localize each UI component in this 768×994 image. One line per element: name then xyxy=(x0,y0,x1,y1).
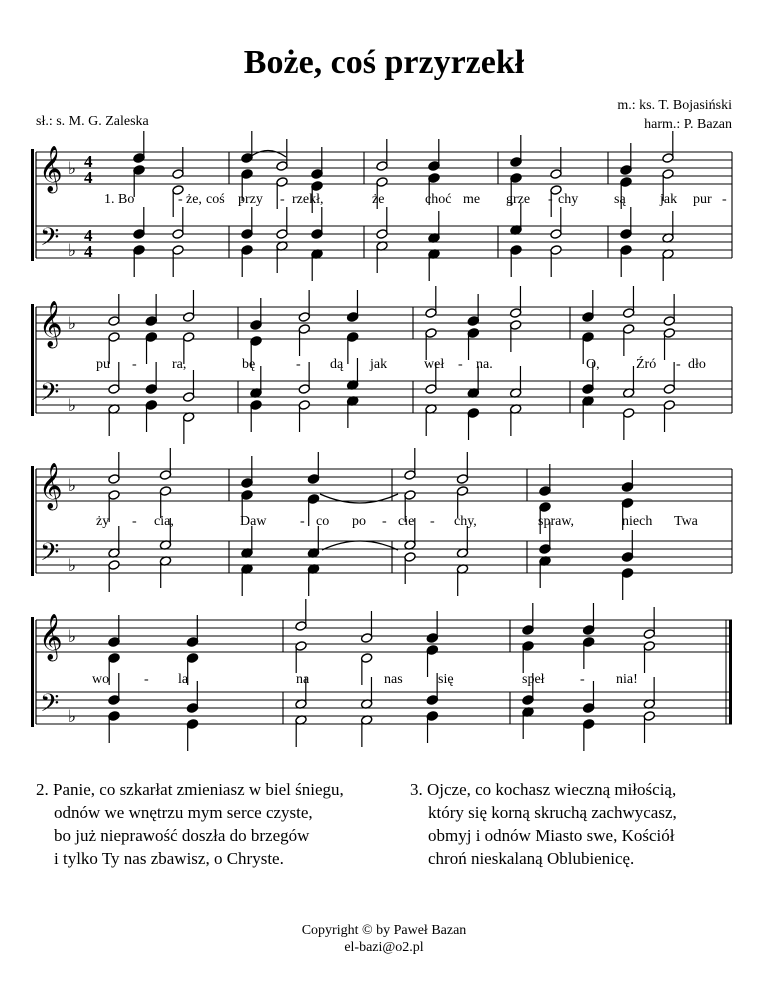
lyric-syllable: cia, xyxy=(154,514,174,529)
lyric-syllable: pu xyxy=(96,357,110,372)
slur xyxy=(250,151,286,158)
lyric-syllable: jak xyxy=(370,357,388,372)
flat-icon: ♭ xyxy=(68,707,77,727)
lyric-syllable: Źró xyxy=(636,357,657,372)
treble-clef-icon: 𝄞 xyxy=(39,614,63,660)
lyric-hyphen: - xyxy=(458,357,463,372)
copyright-email: el-bazi@o2.pl xyxy=(344,940,424,955)
stanza-line: bo już nieprawość doszła do brzegów xyxy=(54,826,310,845)
lyric-syllable: na xyxy=(296,672,310,687)
lyric-hyphen: - xyxy=(132,357,137,372)
lyric-hyphen: - xyxy=(430,514,435,529)
stanza-text: Panie, co szkarłat zmieniasz w biel śniegu, xyxy=(53,780,344,799)
lyric-syllable: dą xyxy=(330,357,344,372)
treble-clef-icon: 𝄞 xyxy=(39,146,63,192)
lyric-syllable: choć xyxy=(425,192,452,207)
lyric-syllable: bę xyxy=(242,357,256,372)
slur xyxy=(320,494,398,503)
stanza-line: który się korną skruchą zachwycasz, xyxy=(428,803,677,822)
final-bar-line xyxy=(729,620,732,724)
lyric-syllable: nia! xyxy=(616,672,638,687)
stanza-line: odnów we wnętrzu mym serce czyste, xyxy=(54,803,313,822)
lyric-syllable: jak xyxy=(660,192,678,207)
lyric-syllable: dło xyxy=(688,357,706,372)
lyric-syllable: co xyxy=(316,514,330,529)
stanza-number: 3. xyxy=(410,780,423,799)
lyric-syllable: są xyxy=(614,192,626,207)
flat-icon: ♭ xyxy=(68,241,77,261)
flat-icon: ♭ xyxy=(68,627,77,647)
lyric-syllable: na. xyxy=(476,357,493,372)
lyric-syllable: chy xyxy=(558,192,579,207)
lyric-syllable: la xyxy=(178,672,189,687)
treble-clef-icon: 𝄞 xyxy=(39,301,63,347)
lyric-syllable: że xyxy=(372,192,385,207)
stanza-2 xyxy=(36,778,344,870)
lyric-syllable: ży xyxy=(96,514,110,529)
flat-icon: ♭ xyxy=(68,314,77,334)
bass-clef-icon: 𝄢 xyxy=(40,689,60,724)
bass-clef-icon: 𝄢 xyxy=(40,378,60,413)
composer-credit: m.: ks. T. Bojasiński xyxy=(617,98,732,113)
lyric-syllable: O, xyxy=(586,357,600,372)
lyric-syllable: spraw, xyxy=(538,514,575,529)
stanza-text: Ojcze, co kochasz wieczną miłością, xyxy=(427,780,677,799)
system-bracket xyxy=(31,149,34,261)
lyric-hyphen: - xyxy=(722,192,727,207)
page-title: Boże, coś przyrzekł xyxy=(243,44,525,81)
bass-clef-icon: 𝄢 xyxy=(40,538,60,573)
lyric-syllable: grze xyxy=(506,192,531,207)
flat-icon: ♭ xyxy=(68,396,77,416)
flat-icon: ♭ xyxy=(68,476,77,496)
stanza-line xyxy=(36,778,344,801)
lyric-hyphen: - xyxy=(132,514,137,529)
lyric-syllable: chy, xyxy=(454,514,477,529)
stanza-line: obmyj i odnów Miasto swe, Kościół xyxy=(428,826,675,845)
lyric-syllable: niech xyxy=(622,514,653,529)
lyric-hyphen: - xyxy=(296,357,301,372)
lyric-syllable: cie xyxy=(398,514,415,529)
lyric-syllable: pur xyxy=(693,192,712,207)
copyright-line: Copyright © by Paweł Bazan xyxy=(301,923,467,938)
system-bracket xyxy=(31,466,34,576)
lyric-hyphen: - xyxy=(144,672,149,687)
stanza-line: chroń nieskalaną Oblubienicę. xyxy=(428,849,635,868)
lyric-syllable: me xyxy=(463,192,481,207)
time-signature: 4 xyxy=(84,242,93,261)
lyric-hyphen: - xyxy=(280,192,285,207)
stanza-number: 2. xyxy=(36,780,49,799)
lyric-syllable: przy xyxy=(238,192,263,207)
lyric-hyphen: - xyxy=(580,672,585,687)
lyric-syllable: ra, xyxy=(172,357,187,372)
lyric-hyphen: - xyxy=(300,514,305,529)
lyric-syllable: Twa xyxy=(674,514,698,529)
system-bracket xyxy=(31,617,34,727)
lyric-syllable: po xyxy=(352,514,366,529)
lyric-syllable: że, xyxy=(186,192,202,207)
lyric-hyphen: - xyxy=(676,357,681,372)
lyric-syllable: weł xyxy=(424,357,445,372)
stanza-line xyxy=(410,778,677,801)
treble-clef-icon: 𝄞 xyxy=(39,463,63,509)
lyric-syllable: speł xyxy=(522,672,545,687)
flat-icon: ♭ xyxy=(68,159,77,179)
stanza-line: i tylko Ty nas zbawisz, o Chryste. xyxy=(54,849,284,868)
lyric-syllable: Daw xyxy=(240,514,267,529)
lyric-syllable: rzekł, xyxy=(292,192,324,207)
arranger-credit: harm.: P. Bazan xyxy=(644,117,732,132)
lyric-syllable: nas xyxy=(384,672,403,687)
lyric-hyphen: - xyxy=(548,192,553,207)
flat-icon: ♭ xyxy=(68,556,77,576)
bass-clef-icon: 𝄢 xyxy=(40,223,60,258)
system-bracket xyxy=(31,304,34,416)
lyric-syllable: 1. Bo xyxy=(104,192,135,207)
stanza-3 xyxy=(410,778,677,870)
lyric-hyphen: - xyxy=(178,192,183,207)
time-signature: 4 xyxy=(84,168,93,187)
lyric-syllable: się xyxy=(438,672,454,687)
lyricist-credit: sł.: s. M. G. Zaleska xyxy=(36,114,149,129)
lyric-syllable: coś xyxy=(206,192,225,207)
time-signature: 4 xyxy=(84,152,93,171)
lyric-syllable: wo xyxy=(92,672,110,687)
copyright xyxy=(0,922,768,956)
lyric-hyphen: - xyxy=(382,514,387,529)
time-signature: 4 xyxy=(84,226,93,245)
